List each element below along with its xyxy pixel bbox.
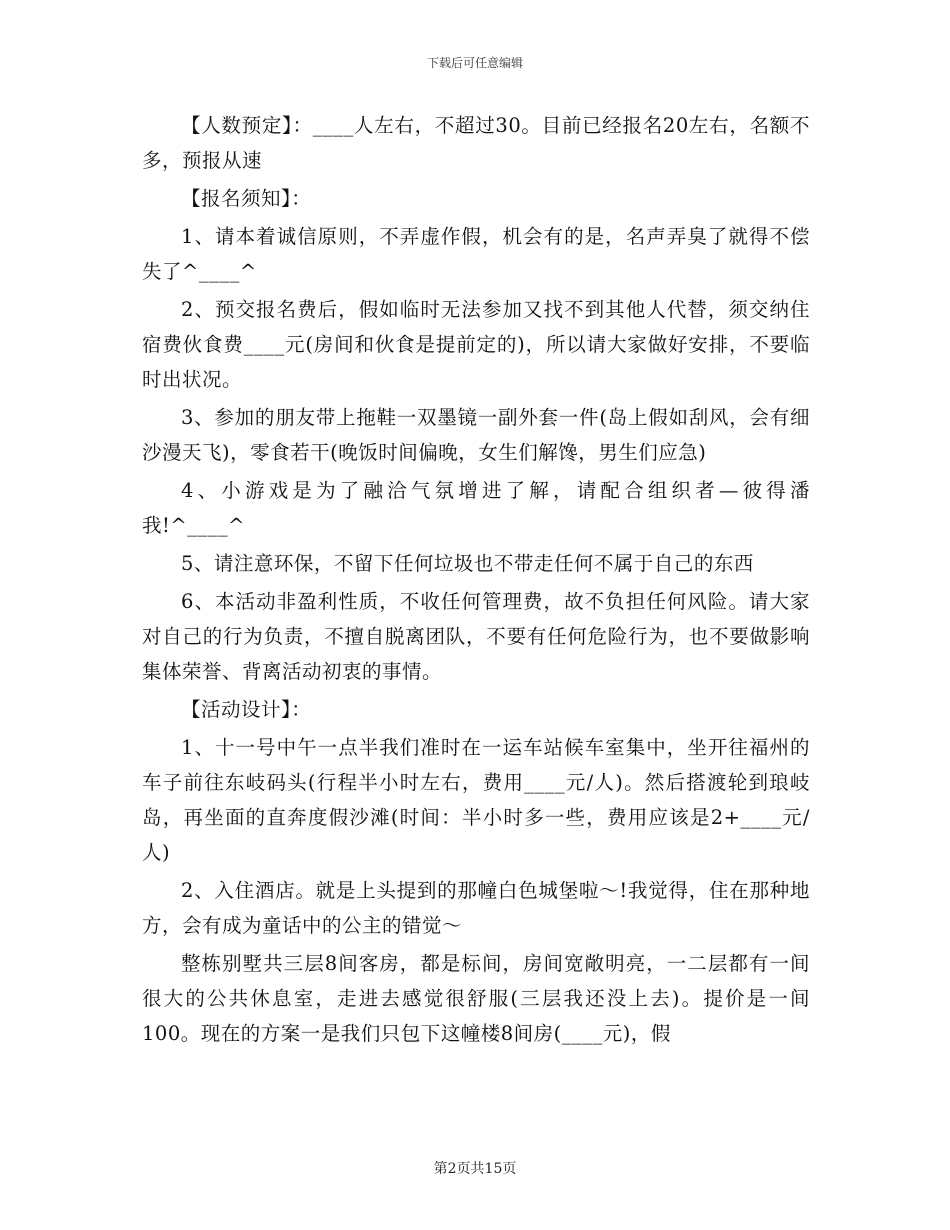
paragraph-notice-3: 3、参加的朋友带上拖鞋一双墨镜一副外套一件(岛上假如刮风，会有细沙漫天飞)，零食若干(晚饭时间偏晚，女生们解馋，男生们应急) xyxy=(142,406,810,464)
paragraph-signup-notice-heading: 【报名须知】： xyxy=(181,187,312,210)
page-header-note: 下载后可任意编辑 xyxy=(426,56,523,70)
paragraph-activity-1: 1、十一号中午一点半我们准时在一运车站候车室集中，坐开往福州的车子前往东岐码头(行程半小时左右，费用____元/人)。然后搭渡轮到琅岐岛，再坐面的直奔度假沙滩(时间：半小时多一些，费用应该是2+____元/人) xyxy=(142,736,810,864)
paragraph-activity-2: 2、入住酒店。就是上头提到的那幢白色城堡啦～!我觉得，住在那种地方，会有成为童话中的公主的错觉～ xyxy=(142,879,810,937)
paragraph-notice-2: 2、预交报名费后，假如临时无法参加又找不到其他人代替，须交纳住宿费伙食费____元(房间和伙食是提前定的)，所以请大家做好安排，不要临时出状况。 xyxy=(142,298,810,391)
paragraph-notice-4: 4、小游戏是为了融洽气氛增进了解，请配合组织者—彼得潘我!^____^ xyxy=(142,479,810,537)
paragraph-notice-1: 1、请本着诚信原则，不弄虚作假，机会有的是，名声弄臭了就得不偿失了^____^ xyxy=(142,225,810,283)
paragraph-villa-description: 整栋别墅共三层8间客房，都是标间，房间宽敞明亮，一二层都有一间很大的公共休息室，走进去感觉很舒服(三层我还没上去)。提价是一间100。现在的方案一是我们只包下这幢楼8间房(____元)，假 xyxy=(142,952,810,1045)
paragraph-headcount: 【人数预定】：____人左右，不超过30。目前已经报名20左右，名额不多，预报从速 xyxy=(142,114,810,172)
paragraph-activity-design-heading: 【活动设计】： xyxy=(181,698,312,721)
document-body xyxy=(142,108,810,1051)
page-number-footer: 第2页共15页 xyxy=(433,1161,517,1177)
paragraph-notice-6: 6、本活动非盈利性质，不收任何管理费，故不负担任何风险。请大家对自己的行为负责，不擅自脱离团队，不要有任何危险行为，也不要做影响集体荣誉、背离活动初衷的事情。 xyxy=(142,590,810,683)
paragraph-notice-5: 5、请注意环保，不留下任何垃圾也不带走任何不属于自己的东西 xyxy=(181,552,754,575)
